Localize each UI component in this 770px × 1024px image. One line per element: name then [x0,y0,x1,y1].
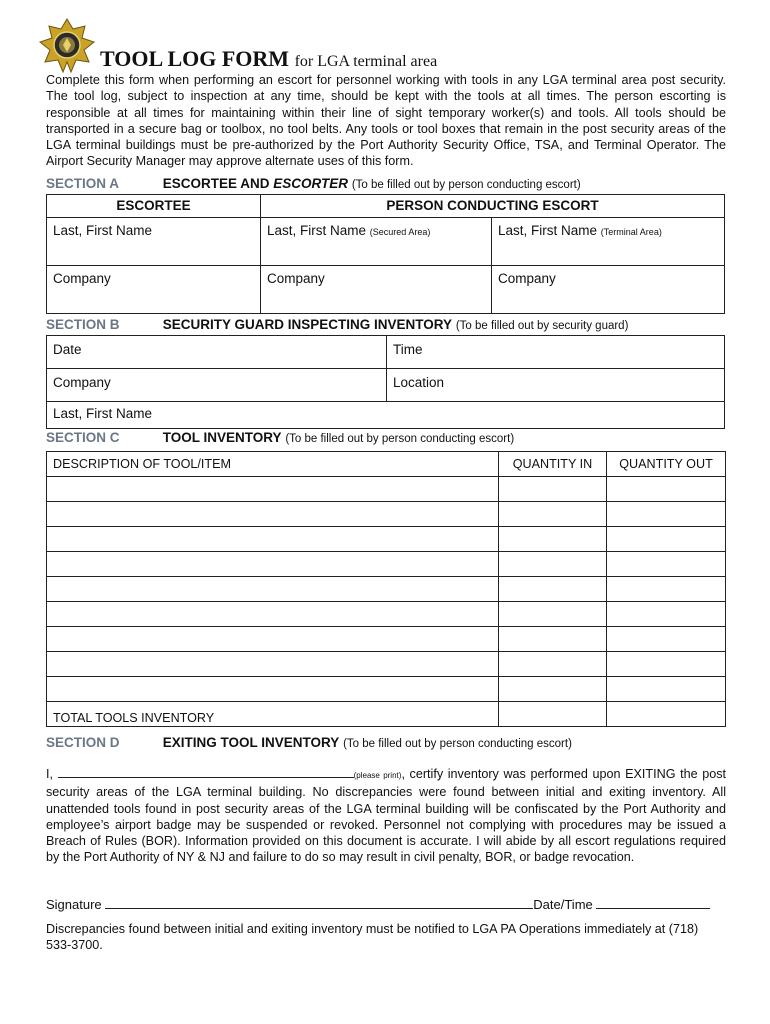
tool-description-cell[interactable] [47,602,499,627]
quantity-in-column-header: QUANTITY IN [499,452,607,477]
table-row [47,652,726,677]
datetime-label: Date/Time [533,897,593,912]
tool-description-cell[interactable] [47,577,499,602]
guard-name-field[interactable]: Last, First Name [47,402,725,429]
quantity-out-cell[interactable] [607,627,726,652]
escort-secured-company-field[interactable]: Company [261,266,492,314]
section-c-header [46,430,514,445]
certify-text: , certify inventory was performed upon EXITING the post security areas of the LGA terminal building. No discrepancies were found between initial and exiting inventory. All unattended tools found in post security areas of the LGA terminal building will be confiscated by the Port Authority and employee’s airport badge may be suspended or revoked. Personnel not complying with procedures may be issued a Breach of Rules (BOR). Information provided on this document is accurate. I will abide by all escort regulations required by the Port Authority of NY & NJ and failure to do so may result in civil penalty, BOR, or badge revocation. [46,767,727,865]
tool-description-cell[interactable] [47,677,499,702]
section-a-heading: ESCORTEE AND [162,176,270,191]
quantity-in-cell[interactable] [499,602,607,627]
discrepancy-notice: Discrepancies found between initial and exiting inventory must be notified to LGA PA Operations immediately at (718) 533-3700. [46,922,699,953]
quantity-in-cell[interactable] [499,552,607,577]
total-row [47,702,726,727]
quantity-in-cell[interactable] [499,502,607,527]
quantity-in-cell[interactable] [499,627,607,652]
table-row [47,552,726,577]
table-row [47,502,726,527]
port-authority-seal-logo [38,18,96,74]
table-row [47,577,726,602]
quantity-out-cell[interactable] [607,552,726,577]
signature-line[interactable] [105,898,533,909]
guard-location-field[interactable]: Location [387,369,725,402]
section-a-heading-escorter: ESCORTER [273,176,349,191]
section-b-label: SECTION B [46,317,120,332]
tool-inventory-table [46,451,726,727]
exit-certification-text [46,766,726,866]
table-row [47,602,726,627]
escortee-company-field[interactable]: Company [47,266,261,314]
form-title [100,46,437,72]
table-row [47,527,726,552]
section-b-note: (To be filled out by security guard) [455,320,629,332]
quantity-out-cell[interactable] [607,677,726,702]
tool-description-cell[interactable] [47,552,499,577]
quantity-out-cell[interactable] [607,577,726,602]
escortee-header: ESCORTEE [47,195,261,218]
quantity-in-cell[interactable] [499,652,607,677]
table-row [47,677,726,702]
tool-description-cell[interactable] [47,502,499,527]
section-a-table [46,194,725,314]
section-b-table [46,335,725,429]
signature-label: Signature [46,897,102,912]
quantity-in-cell[interactable] [499,477,607,502]
tool-inventory-header-row [47,452,726,477]
i-label: I, [46,767,53,781]
tool-description-cell[interactable] [47,627,499,652]
section-a-header [46,176,581,191]
escort-secured-name-field[interactable]: Last, First Name (Secured Area) [261,218,492,266]
section-b-heading: SECURITY GUARD INSPECTING INVENTORY [162,317,453,332]
quantity-in-cell[interactable] [499,677,607,702]
section-d-note: (To be filled out by person conducting escort) [343,738,572,750]
description-column-header: DESCRIPTION OF TOOL/ITEM [47,452,499,477]
section-b-header [46,317,628,332]
escort-terminal-company-field[interactable]: Company [492,266,725,314]
section-d-heading: EXITING TOOL INVENTORY [162,735,340,750]
quantity-out-column-header: QUANTITY OUT [607,452,726,477]
escort-terminal-name-field[interactable]: Last, First Name (Terminal Area) [492,218,725,266]
table-row [47,627,726,652]
intro-text: Complete this form when performing an escort for personnel working with tools in any LGA terminal area post security. The tool log, subject to inspection at any time, should be kept with the tools at all times. The person escorting is responsible at all times for maintaining within their line of sight temporary worker(s) and tools. All tools should be transported in a secure bag or toolbox, no tool belts. Any tools or tool boxes that remain in the post security areas of the LGA terminal buildings must be pre-authorized by the Port Authority Security Office, TSA, and Terminal Operator. The Airport Security Manager may approve alternate uses of this form. [46,73,726,169]
guard-time-field[interactable]: Time [387,336,725,369]
tool-description-cell[interactable] [47,477,499,502]
person-conducting-escort-header: PERSON CONDUCTING ESCORT [261,195,725,218]
quantity-in-cell[interactable] [499,527,607,552]
form-title-bold: TOOL LOG FORM [100,46,290,71]
print-name-line[interactable] [58,767,354,778]
section-a-label: SECTION A [46,176,120,191]
signature-row [46,897,726,912]
total-tools-label: TOTAL TOOLS INVENTORY [47,702,499,727]
quantity-in-cell[interactable] [499,577,607,602]
table-row [47,477,726,502]
form-title-sub: for LGA terminal area [294,53,438,70]
total-quantity-out-cell[interactable] [607,702,726,727]
guard-company-field[interactable]: Company [47,369,387,402]
section-d-header [46,735,572,750]
tool-description-cell[interactable] [47,527,499,552]
tool-description-cell[interactable] [47,652,499,677]
quantity-out-cell[interactable] [607,652,726,677]
quantity-out-cell[interactable] [607,527,726,552]
section-a-note: (To be filled out by person conducting escort) [351,179,581,191]
total-quantity-in-cell[interactable] [499,702,607,727]
quantity-out-cell[interactable] [607,477,726,502]
escortee-name-field[interactable]: Last, First Name [47,218,261,266]
please-print-note: (please print) [353,771,402,780]
guard-date-field[interactable]: Date [47,336,387,369]
quantity-out-cell[interactable] [607,602,726,627]
datetime-line[interactable] [596,898,710,909]
section-c-heading: TOOL INVENTORY [162,430,282,445]
section-d-label: SECTION D [46,735,120,750]
quantity-out-cell[interactable] [607,502,726,527]
section-c-label: SECTION C [46,430,120,445]
section-c-note: (To be filled out by person conducting escort) [285,433,515,445]
